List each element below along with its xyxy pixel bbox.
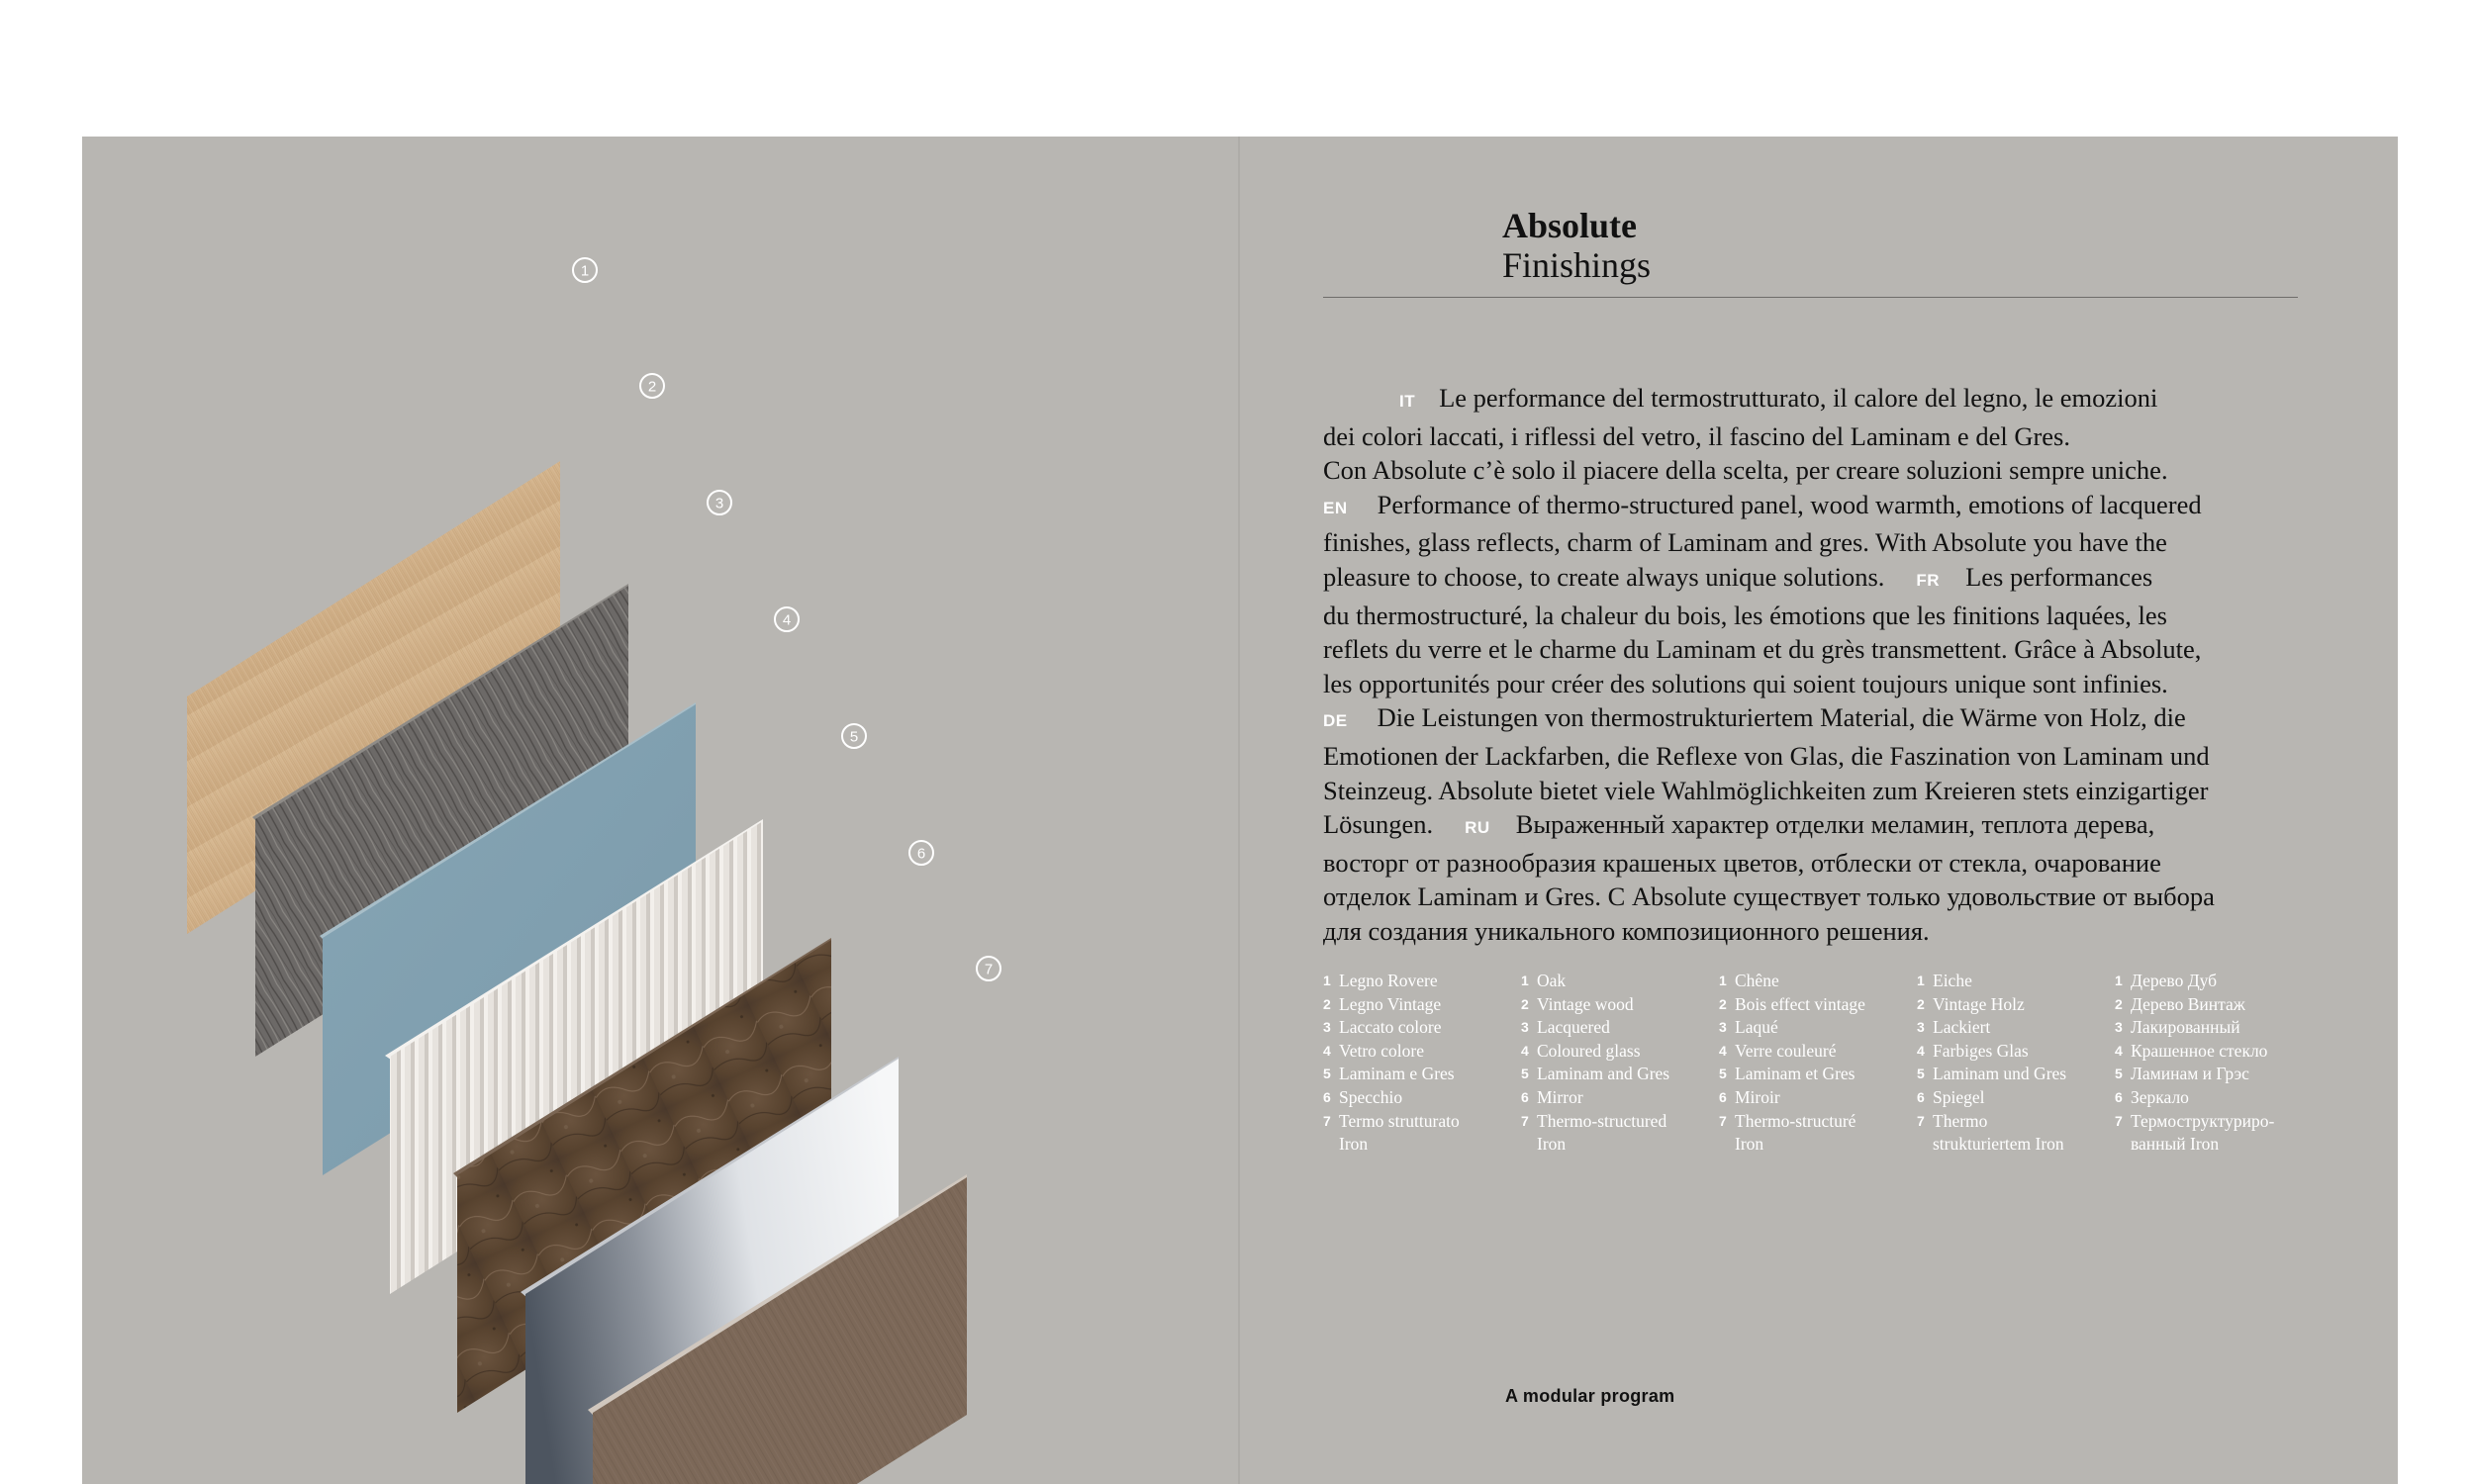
panel-marker-5 (842, 724, 866, 748)
legend-number: 5 (1323, 1066, 1331, 1082)
legend-label: Farbiges Glas (1933, 1040, 2029, 1061)
legend-label: Laminam und Gres (1933, 1064, 2067, 1084)
legend-item (1719, 1063, 1917, 1086)
legend-number: 4 (1719, 1042, 1727, 1059)
legend-number: 2 (1719, 995, 1727, 1012)
legend-number: 5 (2115, 1066, 2123, 1082)
brochure-spread (82, 137, 2398, 1484)
legend-item (1719, 1110, 1917, 1157)
legend-number: 5 (1521, 1066, 1529, 1082)
panel-number-4: 4 (782, 611, 792, 629)
legend-number: 5 (1719, 1066, 1727, 1082)
legend-number: 7 (1917, 1112, 1925, 1129)
legend-item (2115, 1040, 2313, 1064)
legend-number: 7 (2115, 1112, 2123, 1129)
legend-item (1323, 1063, 1521, 1086)
legend-column-ru (2115, 970, 2313, 1157)
legend-label: Thermo-structured Iron (1537, 1110, 1667, 1155)
legend-number: 2 (1323, 995, 1331, 1012)
intro-line: du thermostructuré, la chaleur du bois, les émotions que les finitions laquées, les (1323, 600, 2167, 630)
legend-item (1521, 1086, 1719, 1110)
legend-number: 4 (1323, 1042, 1331, 1059)
legend-label: Mirror (1537, 1086, 1583, 1107)
legend-item (1719, 970, 1917, 993)
legend-label: Дерево Дуб (2131, 971, 2218, 990)
footer-caption: A modular program (1505, 1386, 1675, 1406)
panel-marker-7 (977, 957, 1000, 980)
legend-number: 3 (1719, 1019, 1727, 1036)
legend-number: 1 (2115, 973, 2123, 988)
legend-number: 6 (1323, 1088, 1331, 1105)
legend-label: Lacquered (1537, 1017, 1610, 1038)
legend-label: Lackiert (1933, 1017, 1991, 1038)
legend-number: 6 (1917, 1088, 1925, 1105)
ru-text: Выраженный характер отделки меламин, теплота дерева, (1515, 809, 2155, 840)
legend-number: 7 (1521, 1112, 1529, 1129)
panel-number-7: 7 (984, 961, 994, 978)
en-text: pleasure to choose, to create always unique solutions. (1323, 561, 1885, 592)
legend-label: Зеркало (2131, 1086, 2189, 1107)
legend-item (1917, 970, 2115, 993)
legend-number: 4 (1521, 1042, 1529, 1059)
right-page (1240, 137, 2398, 1484)
legend-number: 7 (1719, 1112, 1727, 1129)
intro-line: reflets du verre et le charme du Laminam et du grès transmettent. Grâce à Absolute, (1323, 634, 2202, 665)
legend-item (2115, 993, 2313, 1017)
legend-number: 3 (1521, 1019, 1529, 1036)
left-page (82, 137, 1238, 1484)
legend-item (1521, 1040, 1719, 1064)
legend-column-fr (1719, 970, 1917, 1157)
intro-line: dei colori laccati, i riflessi del vetro, il fascino del Laminam e del Gres. (1323, 420, 2070, 451)
panel-number-3: 3 (714, 495, 724, 512)
legend-number: 3 (1323, 1019, 1331, 1036)
intro-line (1323, 381, 2313, 419)
it-text: Le performance del termostrutturato, il calore del legno, le emozioni (1439, 383, 2158, 413)
legend-item (1521, 1016, 1719, 1040)
legend-label: Specchio (1339, 1086, 1403, 1107)
legend-number: 1 (1323, 973, 1331, 988)
legend-item (1521, 1110, 1719, 1157)
legend-label: Laqué (1735, 1017, 1778, 1038)
legend-item (1521, 1063, 1719, 1086)
legend-column-de (1917, 970, 2115, 1157)
legend-item (1917, 1016, 2115, 1040)
intro-line: Emotionen der Lackfarben, die Reflexe von Glas, die Faszination von Laminam und (1323, 740, 2210, 771)
panel-marker-6 (909, 841, 933, 865)
legend-label: Laminam et Gres (1735, 1064, 1856, 1084)
intro-line (1323, 560, 2313, 599)
legend-item (1917, 993, 2115, 1017)
legend-number: 6 (1719, 1088, 1727, 1105)
legend-label: Eiche (1933, 971, 1972, 990)
legend-number: 2 (2115, 995, 2123, 1012)
fr-text: Les performances (1965, 561, 2153, 592)
lang-tag-ru: RU (1465, 818, 1490, 838)
legend-item (1323, 1086, 1521, 1110)
legend-label: Bois effect vintage (1735, 993, 1865, 1014)
legend-label: Лакированный (2131, 1017, 2240, 1038)
legend-item (2115, 1086, 2313, 1110)
legend-label: Дерево Винтаж (2131, 993, 2245, 1014)
legend-number: 6 (1521, 1088, 1529, 1105)
legend-column-en (1521, 970, 1719, 1157)
legend-label: Laminam and Gres (1537, 1064, 1670, 1084)
intro-line: восторг от разнообразия крашеных цветов, отблески от стекла, очарование (1323, 847, 2161, 878)
legend-item (1323, 1040, 1521, 1064)
intro-line: отделок Laminam и Gres. С Absolute существует только удовольствие от выбора (1323, 881, 2215, 912)
legend-label: Laccato colore (1339, 1017, 1442, 1038)
de-text: Die Leistungen von thermostrukturiertem Material, die Wärme von Holz, die (1377, 702, 2186, 733)
lang-tag-fr: FR (1916, 570, 1941, 590)
panel-marker-2 (640, 374, 664, 398)
intro-line: les opportunités pour créer des solutions qui soient toujours unique sont infinies. (1323, 668, 2168, 698)
lang-tag-en: EN (1323, 498, 1348, 517)
legend-item (1917, 1086, 2115, 1110)
finish-legend (1323, 970, 2313, 1155)
legend-label: Miroir (1735, 1086, 1780, 1107)
intro-line: Steinzeug. Absolute bietet viele Wahlmöglichkeiten zum Kreieren stets einzigartiger (1323, 775, 2209, 805)
panel-marker-1 (573, 258, 597, 282)
legend-label: Vintage wood (1537, 993, 1634, 1014)
panel-number-2: 2 (647, 378, 657, 396)
panel-number-1: 1 (580, 262, 590, 280)
legend-number: 1 (1521, 973, 1529, 988)
legend-item (2115, 970, 2313, 993)
legend-item (1719, 1086, 1917, 1110)
legend-item (1323, 1016, 1521, 1040)
legend-item (1719, 1016, 1917, 1040)
title-block (1502, 206, 1651, 285)
legend-label: Chêne (1735, 971, 1779, 990)
intro-line (1323, 807, 2313, 846)
legend-item (1719, 993, 1917, 1017)
en-text: Performance of thermo-structured panel, wood warmth, emotions of lacquered (1377, 489, 2202, 519)
intro-line: finishes, glass reflects, charm of Laminam and gres. With Absolute you have the (1323, 527, 2167, 558)
legend-item (1521, 993, 1719, 1017)
legend-label: Laminam e Gres (1339, 1064, 1455, 1084)
multilingual-intro (1323, 381, 2313, 949)
finish-panels-illustration (82, 137, 1238, 1484)
legend-item (1917, 1040, 2115, 1064)
legend-label: Legno Vintage (1339, 993, 1442, 1014)
legend-number: 3 (2115, 1019, 2123, 1036)
intro-line: Con Absolute c’è solo il piacere della scelta, per creare soluzioni sempre uniche. (1323, 455, 2168, 486)
intro-line (1323, 488, 2313, 526)
legend-item (2115, 1016, 2313, 1040)
intro-line (1323, 700, 2313, 739)
legend-column-it (1323, 970, 1521, 1157)
legend-label: Thermo-structuré Iron (1735, 1110, 1856, 1155)
panel-number-6: 6 (916, 845, 926, 863)
legend-item (1917, 1110, 2115, 1157)
legend-item (1323, 970, 1521, 993)
legend-label: Термоструктуриро- ванный Iron (2131, 1110, 2275, 1155)
lang-tag-de: DE (1323, 711, 1348, 731)
legend-label: Spiegel (1933, 1086, 1985, 1107)
legend-item (1323, 1110, 1521, 1157)
legend-number: 5 (1917, 1066, 1925, 1082)
legend-label: Oak (1537, 971, 1567, 990)
legend-label: Крашенное стекло (2131, 1040, 2268, 1061)
page-title: Absolute (1502, 206, 1638, 245)
legend-number: 4 (2115, 1042, 2123, 1059)
legend-number: 6 (2115, 1088, 2123, 1105)
legend-label: Vetro colore (1339, 1040, 1425, 1061)
legend-label: Vintage Holz (1933, 993, 2025, 1014)
legend-number: 2 (1917, 995, 1925, 1012)
panel-number-5: 5 (849, 728, 859, 746)
intro-line: для создания уникального композиционного решения. (1323, 915, 1930, 946)
legend-item (1521, 970, 1719, 993)
legend-label: Thermo strukturiertem Iron (1933, 1110, 2064, 1155)
legend-number: 7 (1323, 1112, 1331, 1129)
panel-marker-3 (708, 491, 731, 514)
legend-number: 3 (1917, 1019, 1925, 1036)
legend-item (1719, 1040, 1917, 1064)
legend-number: 2 (1521, 995, 1529, 1012)
legend-label: Legno Rovere (1339, 971, 1438, 990)
panel-marker-4 (775, 607, 799, 631)
legend-label: Verre couleuré (1735, 1040, 1837, 1061)
title-divider (1323, 297, 2298, 298)
lang-tag-it: IT (1399, 392, 1416, 411)
legend-number: 1 (1719, 973, 1727, 988)
page-subtitle: Finishings (1502, 245, 1652, 285)
legend-label: Termo strutturato Iron (1339, 1110, 1460, 1155)
legend-number: 4 (1917, 1042, 1925, 1059)
legend-item (2115, 1110, 2313, 1157)
legend-item (1917, 1063, 2115, 1086)
legend-item (2115, 1063, 2313, 1086)
legend-label: Coloured glass (1537, 1040, 1641, 1061)
legend-number: 1 (1917, 973, 1925, 988)
legend-label: Ламинам и Грэс (2131, 1064, 2249, 1084)
legend-item (1323, 993, 1521, 1017)
de-text: Lösungen. (1323, 809, 1434, 840)
